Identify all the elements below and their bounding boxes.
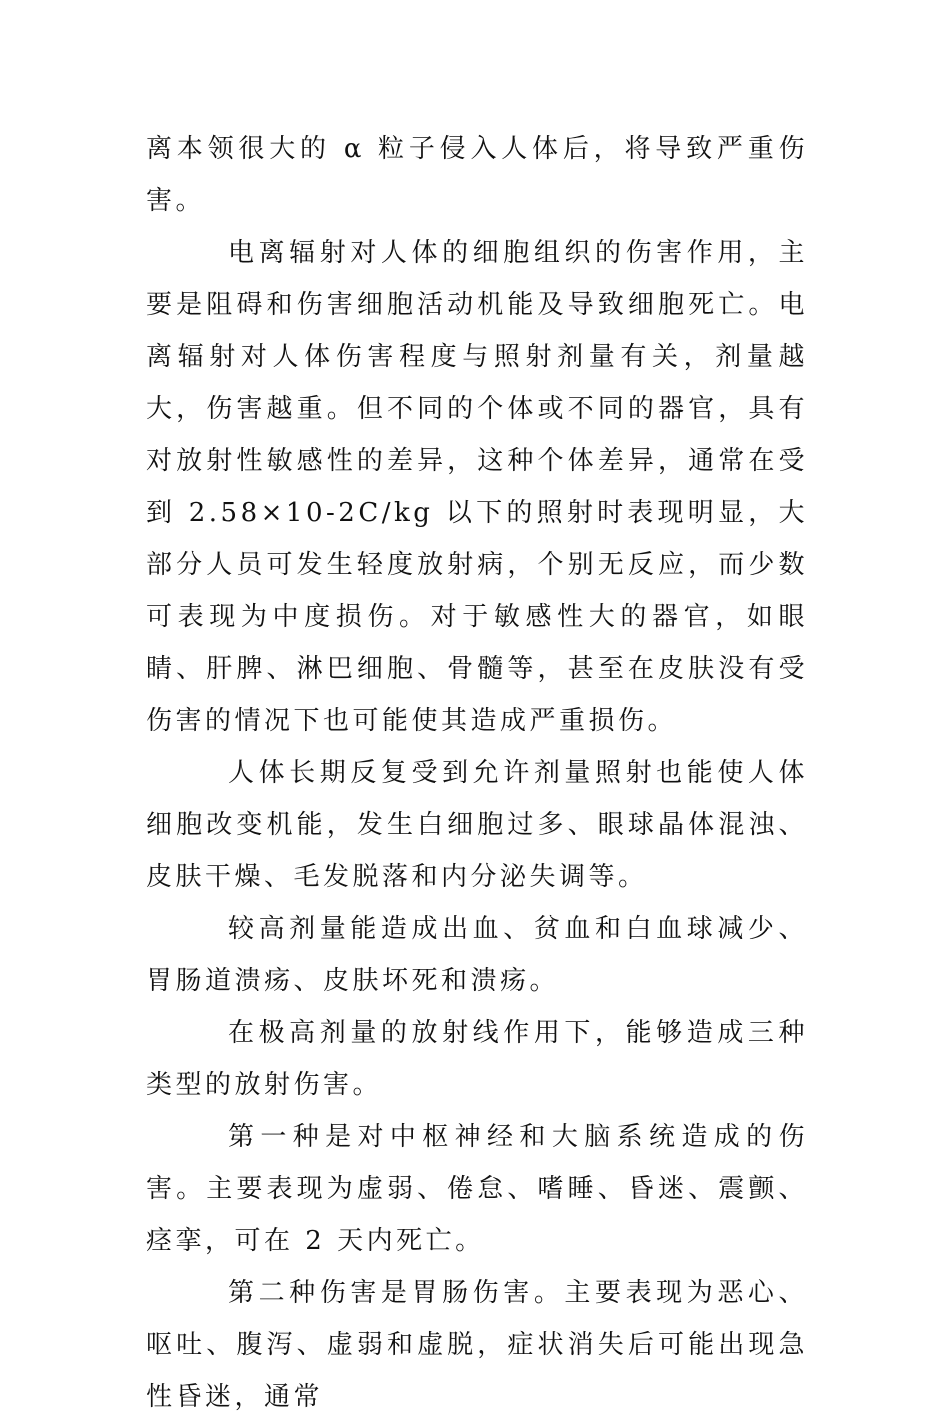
paragraph-4: 较高剂量能造成出血、贫血和白血球减少、胃肠道溃疡、皮肤坏死和溃疡。	[146, 914, 808, 996]
paragraph-3: 人体长期反复受到允许剂量照射也能使人体细胞改变机能，发生白细胞过多、眼球晶体混浊、皮肤干燥、毛发脱落和内分泌失调等。	[146, 758, 808, 892]
paragraph-6: 第一种是对中枢神经和大脑系统造成的伤害。主要表现为虚弱、倦怠、嗜睡、昏迷、震颤、痉挛，可在 2 天内死亡。	[146, 1122, 808, 1256]
paragraph-1: 离本领很大的 α 粒子侵入人体后，将导致严重伤害。	[146, 134, 808, 216]
document-body	[146, 123, 808, 1423]
paragraph-7: 第二种伤害是胃肠伤害。主要表现为恶心、呕吐、腹泻、虚弱和虚脱，症状消失后可能出现急性昏迷，通常	[146, 1278, 808, 1412]
paragraph-5: 在极高剂量的放射线作用下，能够造成三种类型的放射伤害。	[146, 1018, 808, 1100]
paragraph-2: 电离辐射对人体的细胞组织的伤害作用，主要是阻碍和伤害细胞活动机能及导致细胞死亡。电离辐射对人体伤害程度与照射剂量有关，剂量越大，伤害越重。但不同的个体或不同的器官，具有对放射性敏感性的差异，这种个体差异，通常在受到 2.58×10-2C/kg 以下的照射时表现明显，大部分人员可发生轻度放射病，个别无反应，而少数可表现为中度损伤。对于敏感性大的器官，如眼睛、肝脾、淋巴细胞、骨髓等，甚至在皮肤没有受伤害的情况下也可能使其造成严重损伤。	[146, 238, 808, 736]
